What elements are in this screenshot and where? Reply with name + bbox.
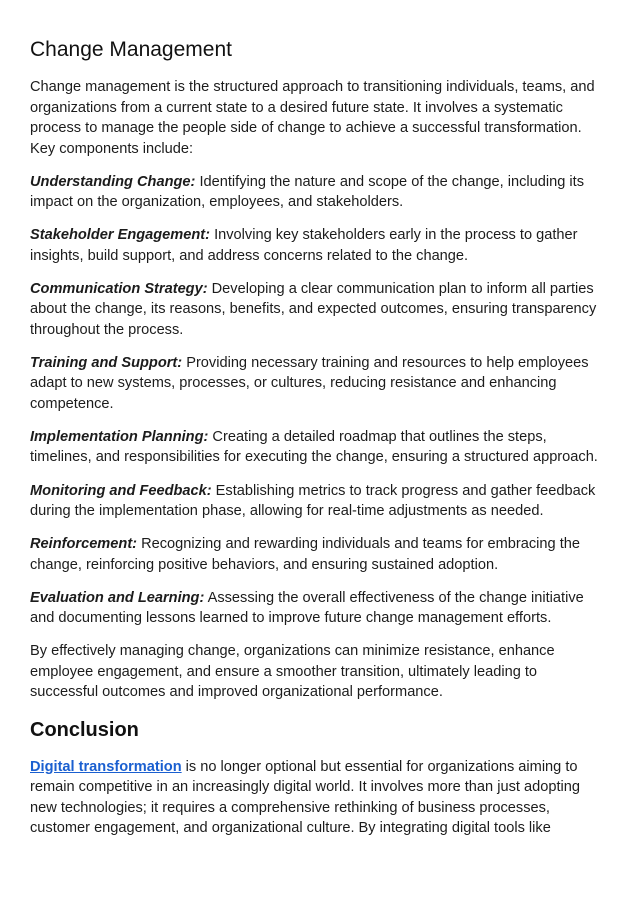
- component-text: Developing a clear communication plan to inform all parties about the change, its reasons, benefits, and expected outcomes, ensuring transparency throughout the process.: [30, 280, 597, 338]
- component-text: Identifying the nature and scope of the change, including its impact on the organization, employees, and stakeholders.: [30, 173, 585, 211]
- component-item: [30, 534, 608, 575]
- component-term: Training and Support:: [30, 354, 183, 371]
- digital-transformation-link[interactable]: Digital transformation: [30, 758, 182, 775]
- component-item: [30, 353, 608, 415]
- component-text: Assessing the overall effectiveness of the change initiative and documenting lessons learned to improve future change management efforts.: [30, 589, 584, 627]
- component-term: Stakeholder Engagement:: [30, 227, 211, 244]
- component-item: [30, 427, 608, 468]
- component-text: Creating a detailed roadmap that outlines the steps, timelines, and responsibilities for executing the change, ensuring a structured approach.: [30, 428, 598, 466]
- component-term: Communication Strategy:: [30, 280, 208, 297]
- component-item: [30, 279, 608, 341]
- component-term: Implementation Planning:: [30, 428, 209, 445]
- component-text: Providing necessary training and resources to help employees adapt to new systems, processes, or cultures, reducing resistance and enhancing competence.: [30, 354, 589, 412]
- component-term: Reinforcement:: [30, 536, 138, 553]
- intro-paragraph: Change management is the structured approach to transitioning individuals, teams, and organizations from a current state to a desired future state. It involves a systematic process to manage the people side of change to achieve a successful transformation. Key components include:: [30, 79, 595, 157]
- section-title: Change Management: [30, 38, 232, 61]
- component-term: Evaluation and Learning:: [30, 589, 205, 606]
- component-item: [30, 481, 608, 522]
- component-item: [30, 588, 608, 629]
- component-text: Involving key stakeholders early in the process to gather insights, build support, and address concerns related to the change.: [30, 227, 578, 264]
- closing-paragraph: By effectively managing change, organizations can minimize resistance, enhance employee engagement, and ensure a smoother transition, ultimately leading to successful outcomes and improved organizational performance.: [30, 643, 555, 701]
- conclusion-paragraph: [30, 757, 608, 839]
- conclusion-heading: Conclusion: [30, 718, 139, 741]
- component-text: Recognizing and rewarding individuals and teams for embracing the change, reinforcing positive behaviors, and ensuring sustained adoption.: [30, 536, 580, 573]
- component-item: [30, 225, 608, 266]
- component-term: Understanding Change:: [30, 173, 196, 190]
- component-text: Establishing metrics to track progress and gather feedback during the implementation phase, allowing for real-time adjustments as needed.: [30, 482, 596, 520]
- component-item: [30, 172, 608, 213]
- component-term: Monitoring and Feedback:: [30, 482, 212, 499]
- conclusion-text: is no longer optional but essential for organizations aiming to remain competitive in an increasingly digital world. It involves more than just adopting new technologies; it requires a comprehensive rethinking of business processes, customer engagement, and organizational culture. By integrating digital tools like: [30, 758, 580, 837]
